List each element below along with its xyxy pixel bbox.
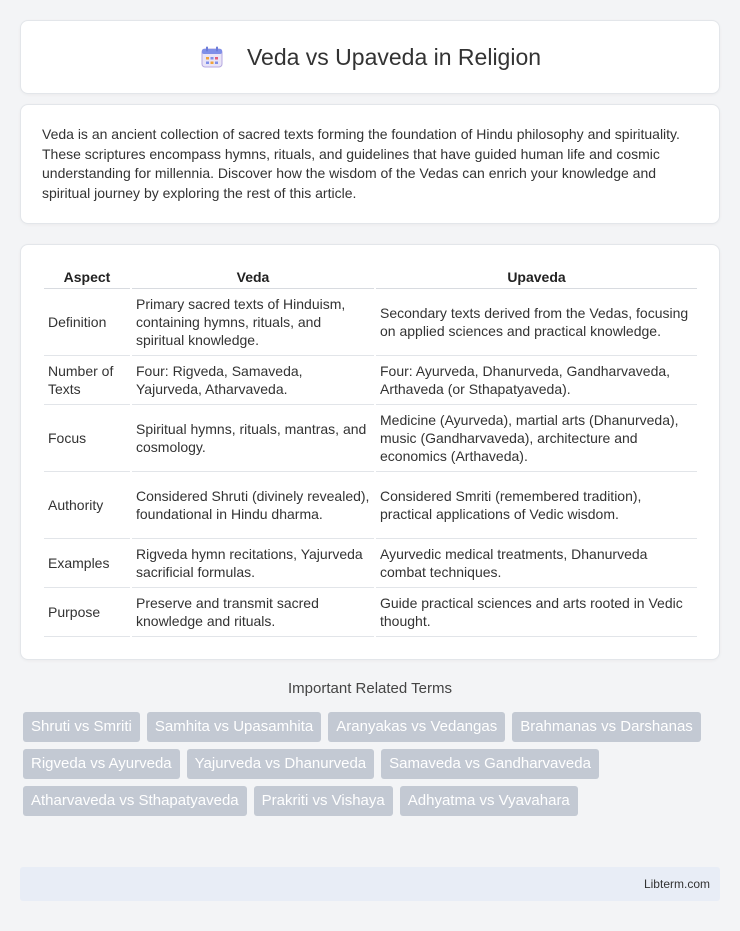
cell-veda: Spiritual hymns, rituals, mantras, and cosmology. <box>132 405 374 472</box>
cell-veda: Considered Shruti (divinely revealed), foundational in Hindu dharma. <box>132 472 374 539</box>
intro-card <box>20 104 720 224</box>
cell-aspect: Number of Texts <box>44 356 130 405</box>
page-title <box>199 44 541 71</box>
page-title-text: Veda vs Upaveda in Religion <box>246 43 542 70</box>
cell-upaveda: Secondary texts derived from the Vedas, focusing on applied sciences and practical knowledge. <box>376 289 697 356</box>
cell-upaveda: Ayurvedic medical treatments, Dhanurveda combat techniques. <box>376 539 697 588</box>
table-row <box>44 472 697 539</box>
related-term-tag[interactable]: Samhita vs Upasamhita <box>147 712 321 742</box>
related-term-tag[interactable]: Aranyakas vs Vedangas <box>328 712 505 742</box>
cell-upaveda: Four: Ayurveda, Dhanurveda, Gandharvaveda, Arthaveda (or Sthapatyaveda). <box>376 356 697 405</box>
cell-aspect: Authority <box>44 472 130 539</box>
related-terms-list <box>23 712 723 816</box>
cell-aspect: Purpose <box>44 588 130 637</box>
related-term-tag[interactable]: Shruti vs Smriti <box>23 712 140 742</box>
related-term-tag[interactable]: Yajurveda vs Dhanurveda <box>187 749 375 779</box>
table-row <box>44 289 697 356</box>
table-header-row <box>44 265 697 289</box>
footer <box>20 867 720 901</box>
cell-aspect: Examples <box>44 539 130 588</box>
comparison-card <box>20 244 720 660</box>
cell-upaveda: Considered Smriti (remembered tradition), practical applications of Vedic wisdom. <box>376 472 697 539</box>
cell-veda: Rigveda hymn recitations, Yajurveda sacrificial formulas. <box>132 539 374 588</box>
related-term-tag[interactable]: Prakriti vs Vishaya <box>254 786 393 816</box>
related-term-tag[interactable]: Atharvaveda vs Sthapatyaveda <box>23 786 247 816</box>
table-row <box>44 356 697 405</box>
related-terms-title: Important Related Terms <box>288 680 452 697</box>
cell-aspect: Definition <box>44 289 130 356</box>
cell-veda: Four: Rigveda, Samaveda, Yajurveda, Atharvaveda. <box>132 356 374 405</box>
header-aspect: Aspect <box>44 265 130 289</box>
title-card <box>20 20 720 94</box>
intro-text: Veda is an ancient collection of sacred texts forming the foundation of Hindu philosophy and spirituality. These scriptures encompass hymns, rituals, and guidelines that have guided human life and cosmic understanding for millennia. Discover how the wisdom of the Vedas can enrich your knowledge and spiritual journey by exploring the rest of this article. <box>42 126 680 201</box>
related-term-tag[interactable]: Rigveda vs Ayurveda <box>23 749 180 779</box>
cell-upaveda: Guide practical sciences and arts rooted in Vedic thought. <box>376 588 697 637</box>
table-row <box>44 539 697 588</box>
related-term-tag[interactable]: Adhyatma vs Vyavahara <box>400 786 578 816</box>
table-row <box>44 405 697 472</box>
related-term-tag[interactable]: Samaveda vs Gandharvaveda <box>381 749 599 779</box>
table-row <box>44 588 697 637</box>
cell-aspect: Focus <box>44 405 130 472</box>
comparison-table <box>42 265 699 637</box>
cell-veda: Primary sacred texts of Hinduism, containing hymns, rituals, and spiritual knowledge. <box>132 289 374 356</box>
related-term-tag[interactable]: Brahmanas vs Darshanas <box>512 712 701 742</box>
header-upaveda: Upaveda <box>376 265 697 289</box>
header-veda: Veda <box>132 265 374 289</box>
cell-veda: Preserve and transmit sacred knowledge and rituals. <box>132 588 374 637</box>
footer-site-link[interactable]: Libterm.com <box>643 877 710 891</box>
cell-upaveda: Medicine (Ayurveda), martial arts (Dhanurveda), music (Gandharvaveda), architecture and economics (Arthaveda). <box>376 405 697 472</box>
calendar-icon <box>199 44 225 70</box>
